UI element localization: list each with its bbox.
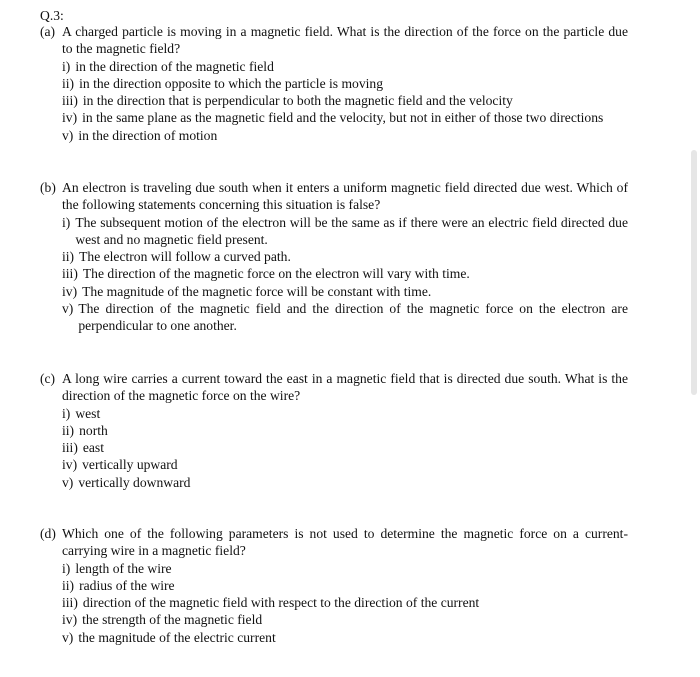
option-text: vertically upward — [82, 457, 178, 473]
option-text: east — [82, 440, 104, 456]
option-number: iv) — [62, 283, 78, 299]
answer-option — [62, 75, 628, 92]
option-number: iii) — [62, 266, 78, 282]
answer-option — [62, 265, 628, 282]
answer-option — [62, 560, 628, 577]
option-number: ii) — [62, 577, 75, 593]
option-text: vertically downward — [78, 474, 191, 490]
question-part-c — [40, 370, 628, 491]
part-label: (b) — [40, 180, 56, 195]
part-stem — [40, 23, 628, 58]
part-label: (d) — [40, 526, 56, 541]
option-number: i) — [62, 405, 71, 421]
part-stem — [40, 179, 628, 214]
option-number: iii) — [62, 595, 78, 611]
part-stem — [40, 525, 628, 560]
option-text: The subsequent motion of the electron will be the same as if there were an electric field directed due west and no magnetic field present. — [75, 214, 628, 247]
option-text: in the same plane as the magnetic field and the velocity, but not in either of those two directions — [82, 110, 604, 126]
option-number: iv) — [62, 457, 78, 473]
option-number: iii) — [62, 440, 78, 456]
option-number: ii) — [62, 75, 75, 91]
answer-option — [62, 127, 628, 144]
option-number: iv) — [62, 110, 78, 126]
option-number: ii) — [62, 422, 75, 438]
option-text: length of the wire — [75, 560, 172, 576]
question-part-a — [40, 23, 628, 144]
option-text: in the direction of the magnetic field — [75, 58, 274, 74]
option-text: The direction of the magnetic force on the electron will vary with time. — [82, 266, 470, 282]
option-text: the strength of the magnetic field — [82, 612, 263, 628]
answer-option — [62, 456, 628, 473]
option-number: iv) — [62, 612, 78, 628]
option-number: v) — [62, 127, 74, 143]
answer-option — [62, 474, 628, 491]
option-text: radius of the wire — [79, 577, 175, 593]
question-part-d — [40, 525, 628, 646]
option-number: i) — [62, 214, 71, 230]
option-text: west — [75, 405, 101, 421]
part-stem-text: Which one of the following parameters is not used to determine the magnetic force on a current-carrying wire in a magnetic field? — [62, 526, 628, 559]
option-text: direction of the magnetic field with respect to the direction of the current — [82, 595, 480, 611]
answer-option — [62, 214, 628, 249]
question-label: Q.3: — [40, 8, 64, 23]
option-text: The magnitude of the magnetic force will be constant with time. — [82, 283, 432, 299]
answer-option — [62, 439, 628, 456]
option-text: The electron will follow a curved path. — [79, 249, 291, 265]
option-text: The direction of the magnetic field and the direction of the magnetic force on the electron are perpendicular to one another. — [78, 301, 628, 334]
option-number: i) — [62, 560, 71, 576]
answer-option — [62, 611, 628, 628]
vertical-scrollbar[interactable] — [691, 150, 697, 395]
part-stem — [40, 370, 628, 405]
option-text: in the direction that is perpendicular to both the magnetic field and the velocity — [82, 93, 513, 109]
option-number: v) — [62, 301, 74, 317]
part-stem-text: A long wire carries a current toward the east in a magnetic field that is directed due south. What is the direction of the magnetic force on the wire? — [62, 371, 628, 404]
part-label: (a) — [40, 24, 56, 39]
answer-option — [62, 109, 628, 126]
answer-option — [62, 92, 628, 109]
part-label: (c) — [40, 371, 56, 386]
answer-option — [62, 283, 628, 300]
option-number: ii) — [62, 249, 75, 265]
answer-option — [62, 422, 628, 439]
answer-option — [62, 629, 628, 646]
option-text: the magnitude of the electric current — [78, 629, 276, 645]
answer-option — [62, 577, 628, 594]
option-number: i) — [62, 58, 71, 74]
option-text: in the direction opposite to which the particle is moving — [79, 75, 384, 91]
option-text: north — [79, 422, 108, 438]
answer-option — [62, 300, 628, 335]
answer-option — [62, 248, 628, 265]
answer-option — [62, 594, 628, 611]
answer-option — [62, 58, 628, 75]
option-number: iii) — [62, 93, 78, 109]
answer-option — [62, 405, 628, 422]
option-number: v) — [62, 629, 74, 645]
part-stem-text: An electron is traveling due south when it enters a uniform magnetic field directed due west. Which of the following statements concerning this situation is false? — [62, 180, 628, 213]
question-part-b — [40, 179, 628, 335]
option-text: in the direction of motion — [78, 127, 218, 143]
part-stem-text: A charged particle is moving in a magnetic field. What is the direction of the force on the particle due to the magnetic field? — [62, 24, 628, 57]
option-number: v) — [62, 474, 74, 490]
